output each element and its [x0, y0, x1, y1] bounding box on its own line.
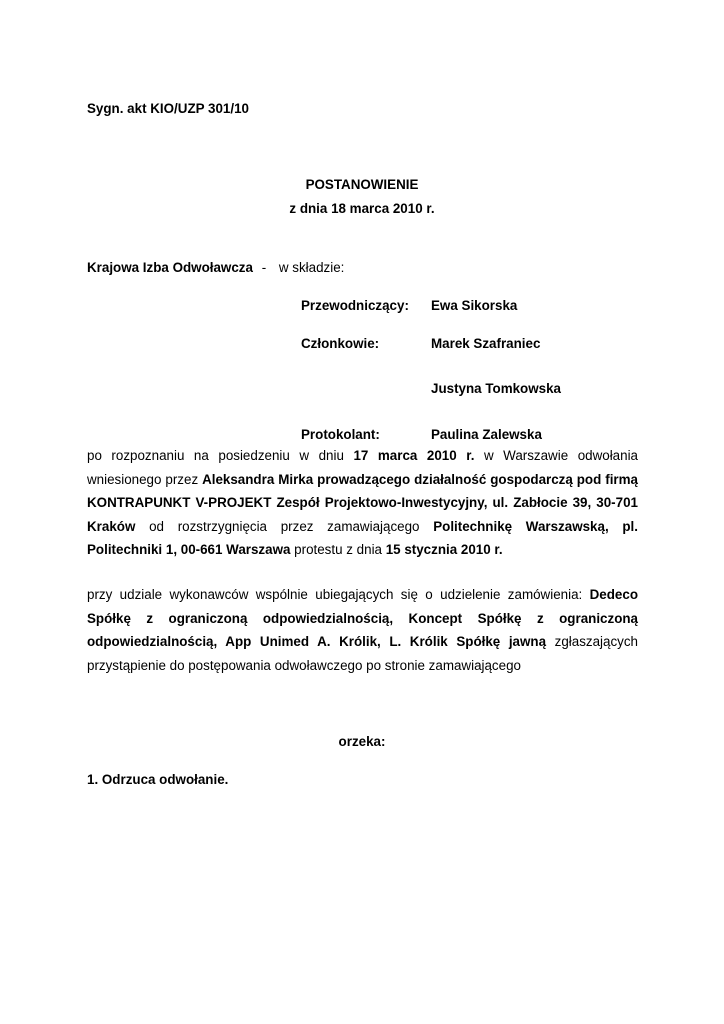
composition-dash: -	[261, 260, 267, 275]
para2-text-2: zgłaszających przystąpienie do postępowania odwoławczego po stronie zamawiającego	[87, 634, 638, 673]
document-date: z dnia 18 marca 2010 r.	[289, 201, 435, 216]
para1-text-3: od rozstrzygnięcia przez zamawiającego	[135, 518, 434, 534]
document-title: POSTANOWIENIE	[305, 177, 419, 192]
tribunal-name: Krajowa Izba Odwoławcza	[87, 260, 253, 275]
clerk-label: Protokolant:	[301, 427, 380, 442]
participating-contractors: Dedeco Spółkę z ograniczoną odpowiedzialnością, Koncept Spółkę z ograniczoną odpowiedzialnością, App Unimed A. Królik, L. Królik Spółkę jawną	[87, 587, 638, 649]
chair-label: Przewodniczący:	[301, 298, 409, 313]
para1-text-2: w Warszawie odwołania wniesionego przez	[87, 448, 638, 487]
members-label: Członkowie:	[301, 336, 380, 351]
para1-text-4: protestu z dnia	[290, 542, 386, 557]
chair-name: Ewa Sikorska	[431, 298, 518, 313]
member-2-name: Justyna Tomkowska	[431, 381, 561, 396]
composition-line	[87, 260, 344, 275]
contracting-authority: Politechnikę Warszawską, pl. Politechniki 1, 00-661 Warszawa	[87, 518, 639, 557]
appellant: Aleksandra Mirka prowadzącego działalność gospodarczą pod firmą KONTRAPUNKT V-PROJEKT Zespół Projektowo-Inwestycyjny, ul. Zabłocie 39, 30-701 Kraków	[87, 471, 638, 534]
clerk-name: Paulina Zalewska	[431, 427, 542, 442]
para1-text-1: po rozpoznaniu na posiedzeniu w dniu	[87, 448, 354, 463]
participants-paragraph	[87, 583, 638, 677]
case-reference: Sygn. akt KIO/UZP 301/10	[87, 101, 249, 116]
member-1-name: Marek Szafraniec	[431, 336, 541, 351]
proceedings-paragraph	[87, 444, 638, 562]
protest-date: 15 stycznia 2010 r.	[385, 542, 503, 557]
ruling-heading: orzeka:	[338, 734, 386, 749]
hearing-date: 17 marca 2010 r.	[353, 448, 475, 463]
para2-text-1: przy udziale wykonawców wspólnie ubiegających się o udzielenie zamówienia:	[87, 587, 590, 602]
composition-intro: w składzie:	[278, 260, 345, 275]
ruling-item-1: 1. Odrzuca odwołanie.	[87, 772, 229, 787]
